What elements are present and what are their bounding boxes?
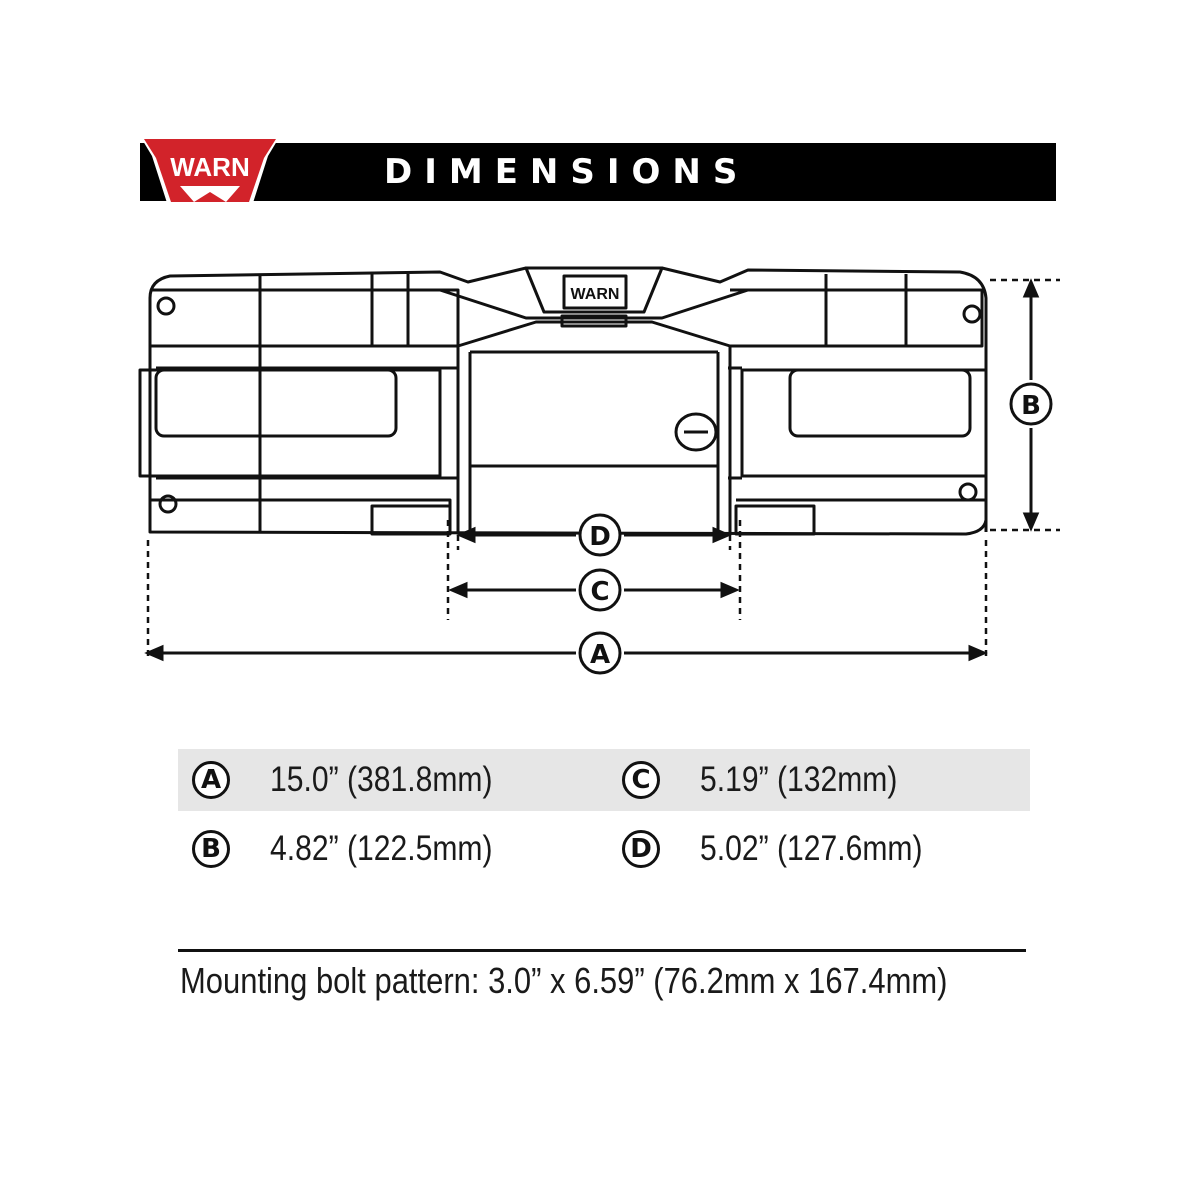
dimension-a: [192, 755, 529, 805]
callout-a: [580, 633, 620, 673]
svg-text:A: A: [589, 640, 611, 670]
dimension-b-value: 4.82” (122.5mm): [270, 829, 493, 868]
dimension-c: [622, 755, 930, 805]
callout-d: [580, 515, 620, 555]
page-title: DIMENSIONS: [384, 152, 750, 192]
winch-outline: [140, 268, 986, 534]
emblem-text: WARN: [570, 286, 620, 303]
dimension-b: [192, 824, 529, 874]
badge-b: B: [192, 830, 230, 868]
mounting-bolt-pattern: Mounting bolt pattern: 3.0” x 6.59” (76.2mm x 167.4mm): [180, 960, 948, 1001]
badge-d: D: [622, 830, 660, 868]
svg-text:C: C: [590, 577, 610, 607]
callout-c: [580, 570, 620, 610]
dimension-d-value: 5.02” (127.6mm): [700, 829, 923, 868]
dimension-a-value: 15.0” (381.8mm): [270, 760, 493, 799]
dimension-c-value: 5.19” (132mm): [700, 760, 898, 799]
callout-b: [1011, 384, 1051, 424]
divider: [178, 949, 1026, 952]
badge-a: A: [192, 761, 230, 799]
badge-c: C: [622, 761, 660, 799]
svg-text:B: B: [1021, 391, 1041, 421]
dimension-d: [622, 824, 959, 874]
logo-text: WARN: [170, 152, 250, 182]
svg-text:D: D: [589, 522, 611, 552]
